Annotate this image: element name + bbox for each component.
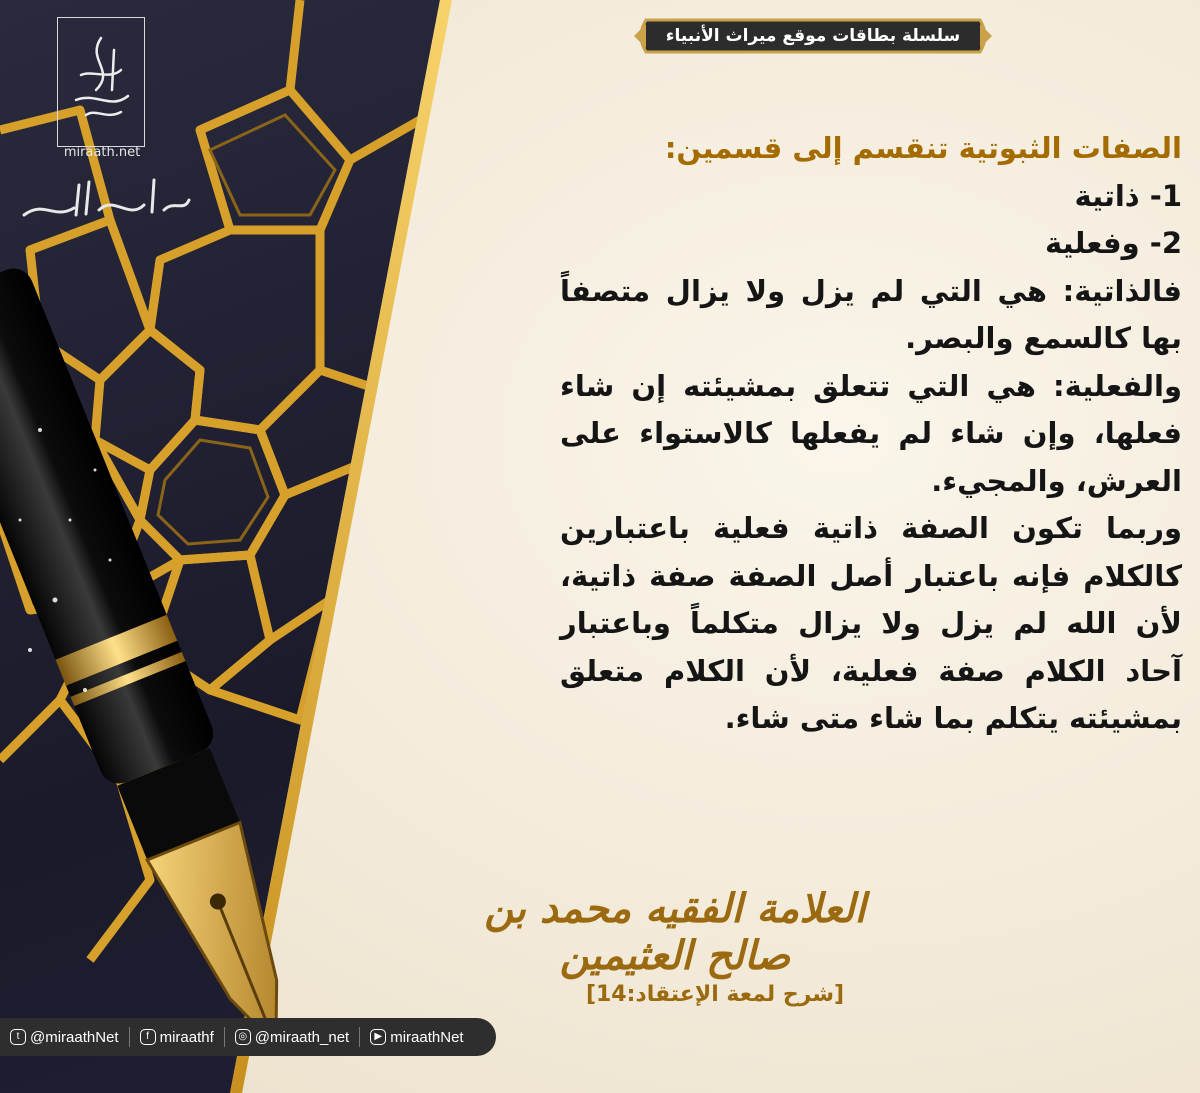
facebook-icon: f: [140, 1029, 156, 1045]
paragraph-essential-definition: فالذاتية: هي التي لم يزل ولا يزال متصفاً بها كالسمع والبصر.: [560, 273, 1182, 355]
miraath-calligraphy-logo: [66, 30, 136, 130]
social-handle: @miraathNet: [30, 1028, 119, 1046]
paragraph-actional-definition: والفعلية: هي التي تتعلق بمشيئته إن شاء فعلها، وإن شاء لم يفعلها كالاستواء على العرش، والمجيء.: [560, 368, 1182, 498]
scholar-name: العلامة الفقيه محمد بن صالح العثيمين: [484, 885, 866, 979]
instagram-icon: ◎: [235, 1029, 251, 1045]
list-item-actional: 2- وفعلية: [1045, 226, 1182, 260]
twitter-icon: t: [10, 1029, 26, 1045]
miraath-script-logo: [14, 170, 194, 230]
card-heading: الصفات الثبوتية تنقسم إلى قسمين:: [664, 131, 1182, 165]
social-link-youtube[interactable]: [370, 1029, 463, 1046]
logo-domain: miraath.net: [63, 145, 141, 160]
series-title: سلسلة بطاقات موقع ميراث الأنبياء: [665, 26, 961, 46]
social-handle: miraathf: [159, 1028, 214, 1046]
social-handle: miraathNet: [390, 1028, 464, 1046]
social-link-instagram[interactable]: [235, 1029, 349, 1046]
card-content: [560, 125, 1182, 743]
list-item-essential: 1- ذاتية: [1074, 178, 1182, 213]
social-links-bar: [0, 1018, 496, 1056]
social-link-facebook[interactable]: [140, 1029, 214, 1046]
separator: [224, 1027, 225, 1047]
social-handle: @miraath_net: [254, 1028, 350, 1046]
source-reference: [شرح لمعة الإعتقاد:14]: [585, 982, 845, 1007]
fountain-pen-illustration: [0, 0, 340, 1093]
social-link-twitter[interactable]: [10, 1029, 119, 1046]
paragraph-both-aspects: وربما تكون الصفة ذاتية فعلية باعتبارين كالكلام فإنه باعتبار أصل الصفة صفة ذاتية، لأن الله لم يزل ولا يزال متكلماً وباعتبار آحاد الكلام صفة فعلية، لأن الكلام متعلق بمشيئته يتكلم بما شاء متى شاء.: [560, 511, 1182, 735]
separator: [129, 1027, 130, 1047]
separator: [359, 1027, 360, 1047]
youtube-icon: ▶: [370, 1029, 386, 1045]
